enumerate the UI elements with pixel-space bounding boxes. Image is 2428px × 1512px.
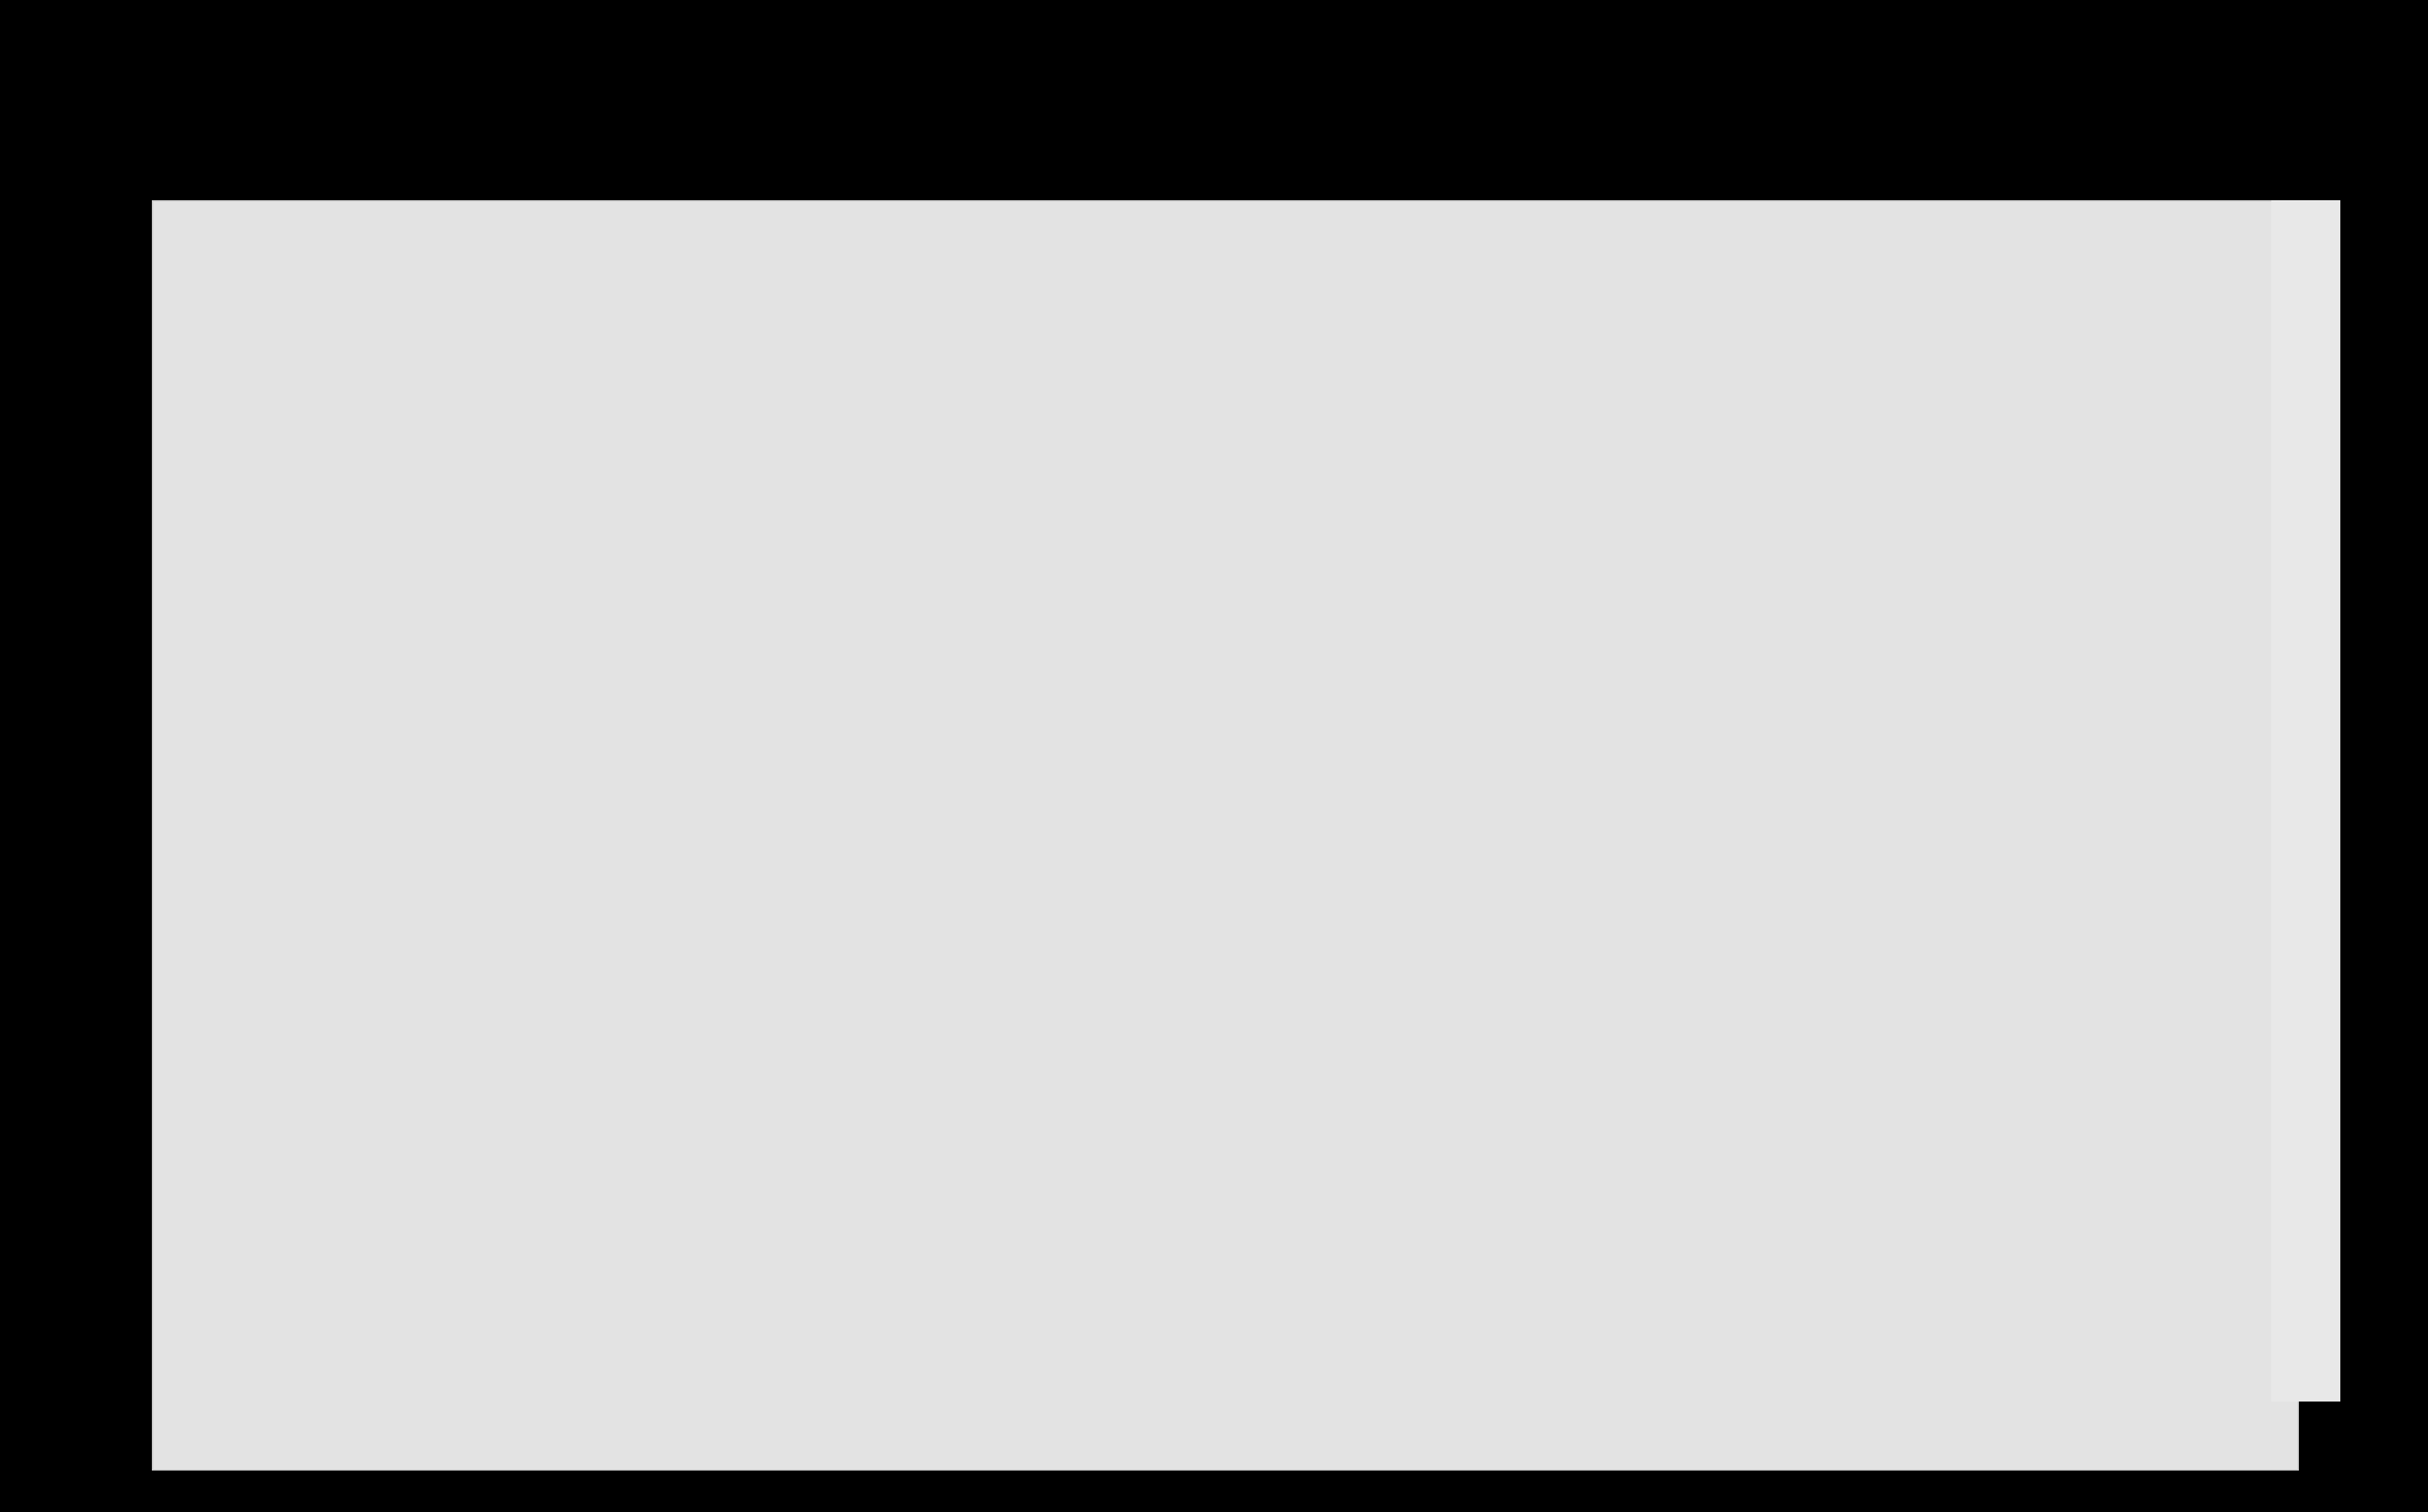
card-edge [2271,200,2340,1402]
census-card [152,200,2299,1471]
